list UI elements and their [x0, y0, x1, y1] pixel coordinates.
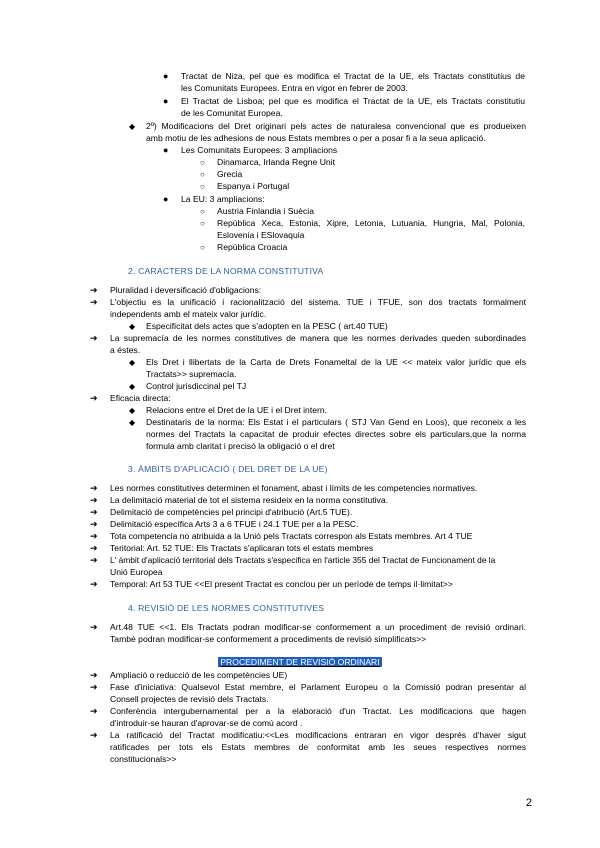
bullet-arrow-icon: ➔: [90, 543, 98, 553]
bullet-circle-icon: ○: [200, 243, 205, 252]
text-line: La ratificació del Tractat modificatiu:<<Les modificacions entraran en vigor després d'haver sigut: [110, 730, 526, 740]
procedure-heading: [0, 657, 600, 668]
text-line: República Croacia: [217, 242, 288, 252]
text-line: Dinamarca, Irlanda Regne Unit: [217, 157, 335, 167]
text-line: Tractats>> supremacía.: [146, 369, 237, 379]
bullet-diamond-icon: ◆: [129, 406, 136, 415]
text-line: Art.48 TUE <<1. Els Tractats podran modificar-se conformement a un procediment de revisió ordinari.: [110, 622, 526, 632]
text-line: Ampliació o reducció de les competències UE): [110, 670, 288, 680]
text-line: Teritorial: Art. 52 TUE: Els Tractats s'aplicaran tots el estats membres: [110, 543, 374, 553]
text-line: independents amb el mateix valor jurídic.: [110, 309, 267, 319]
bullet-arrow-icon: ➔: [90, 495, 98, 505]
text-line: Espanya i Portugal: [217, 181, 290, 191]
text-line: La supremacía de les normes constitutives de manera que les normes derivades queden subordinades: [110, 333, 526, 343]
text-line: Eslovenia i ESlovaquia: [217, 230, 305, 240]
text-line: Pluralidad i deversificació d'obligacions:: [110, 285, 262, 295]
text-line: La delimitació material de tot el sistema resideix en la norma constitutiva.: [110, 495, 388, 505]
text-line: Delimitació de competències pel principi d'atribució (Art.5 TUE).: [110, 507, 353, 517]
bullet-circle-icon: ○: [200, 219, 205, 228]
bullet-arrow-icon: ➔: [90, 682, 98, 692]
text-line: Fase d'iniciativa: Qualsevol Estat membre, el Parlament Europeu o la Comissió podran presentar al: [110, 682, 526, 692]
bullet-arrow-icon: ➔: [90, 333, 98, 343]
bullet-arrow-icon: ➔: [90, 531, 98, 541]
bullet-arrow-icon: ➔: [90, 706, 98, 716]
text-line: Destinataris de la norma: Els Estat i el particulars ( STJ Van Gend en Loos), que reconeix a les: [146, 417, 526, 427]
text-line: També podran modificar-se conformement a procediments de revisió simplificats>>: [110, 634, 427, 644]
text-line: Temporal: Art 53 TUE <<El present Tractat es conclou per un període de temps il·limitat>>: [110, 579, 453, 589]
bullet-arrow-icon: ➔: [90, 483, 98, 493]
text-line: formula amb claritat i precisó la obligació o el dret: [146, 441, 335, 451]
bullet-dot-icon: ●: [163, 96, 169, 106]
text-line: Les normes constitutives determinen el fonament, abast i límits de les competencies normatives.: [110, 483, 478, 493]
text-line: Grecia: [217, 169, 243, 179]
bullet-diamond-icon: ◆: [129, 382, 136, 391]
text-line: Tota competencia no atribuida a la Unió pels Tractats correspon als Estats membres. Art 4 TUE: [110, 531, 473, 541]
text-line: Austria Finlandia i Suècia: [217, 206, 314, 216]
text-line: Les Comunitats Europees: 3 ampliacions: [181, 145, 338, 155]
bullet-circle-icon: ○: [200, 207, 205, 216]
bullet-diamond-icon: ◆: [129, 418, 136, 427]
text-line: L'objectiu es la unificació i racionalització del sistema. TUE i TFUE, son dos tractats formalment: [110, 297, 526, 307]
section-heading-3: 3. ÀMBITS D'APLICACIÓ ( DEL DRET DE LA UE): [128, 464, 328, 474]
text-line: d'introduir-se hauran d'aprovar-se de comú acord .: [110, 718, 303, 728]
section-heading-2: 2. CARACTERS DE LA NORMA CONSTITUTIVA: [128, 266, 324, 276]
bullet-dot-icon: ●: [163, 194, 169, 204]
text-line: Tractat de Niza, pel que es modifica el Tractat de la UE, els Tractats constitutius de: [181, 71, 525, 81]
text-line: les Comunitats Europees. Entra en vigor en febrer de 2003.: [181, 83, 408, 93]
text-line: Especificitat dels actes que s'adopten en la PESC ( art.40 TUE): [146, 321, 388, 331]
bullet-arrow-icon: ➔: [90, 555, 98, 565]
text-line: L' àmbit d'aplicació territorial dels Tractats s'especifica en l'article 355 del Tractat de Funcionament de la: [110, 555, 496, 565]
bullet-arrow-icon: ➔: [90, 285, 98, 295]
bullet-circle-icon: ○: [200, 182, 205, 191]
bullet-circle-icon: ○: [200, 158, 205, 167]
text-line: Control jurisdiccinal pel TJ: [146, 381, 247, 391]
procedure-heading-text: PROCEDIMENT DE REVISIÓ ORDINARI: [220, 657, 380, 667]
text-line: Els Dret i llibertats de la Carta de Drets Fonameltal de la UE << mateix valor jurídic que els: [146, 357, 526, 367]
bullet-dot-icon: ●: [163, 145, 169, 155]
text-line: Conferència intergubernamental per a la elaboració d'un Tractat. Les modificacions que hagen: [110, 706, 526, 716]
section-heading-4: 4. REVISIÓ DE LES NORMES CONSTITUTIVES: [128, 603, 325, 613]
bullet-diamond-icon: ◆: [129, 322, 136, 331]
bullet-arrow-icon: ➔: [90, 622, 98, 632]
bullet-dot-icon: ●: [163, 71, 169, 81]
text-line: 2º) Modificacions del Dret originari pels actes de naturalesa convencional que es produeixen: [146, 121, 526, 131]
text-line: Eficacia directa:: [110, 393, 171, 403]
bullet-circle-icon: ○: [200, 170, 205, 179]
text-line: Consell projectes de revisió dels Tractats.: [110, 694, 269, 704]
page-number: 2: [525, 797, 532, 809]
text-line: amb motiu de les adhesions de nous Estats membres o per a posar fi a la seua aplicació.: [146, 133, 486, 143]
text-line: normes del Tractats la capacitat de produir efectes directes sobre els particulars,que la norma: [146, 429, 526, 439]
text-line: El Tractat de Lisboa; pel que es modifica el Tractat de la UE, els Tractats constitutiu: [181, 96, 525, 106]
text-line: ratificades per tots els Estats membres de conformitat amb les seues respectives normes: [110, 742, 526, 752]
text-line: de les Comunitat Europea.: [181, 108, 283, 118]
bullet-arrow-icon: ➔: [90, 579, 98, 589]
bullet-arrow-icon: ➔: [90, 297, 98, 307]
text-line: Relacions entre el Dret de la UE i el Dret intern.: [146, 405, 328, 415]
bullet-arrow-icon: ➔: [90, 730, 98, 740]
bullet-arrow-icon: ➔: [90, 393, 98, 403]
text-line: a éstes.: [110, 345, 141, 355]
text-line: Unió Europea: [110, 567, 163, 577]
bullet-diamond-icon: ◆: [129, 122, 136, 131]
bullet-arrow-icon: ➔: [90, 507, 98, 517]
text-line: Delimitació específica Arts 3 a 6 TFUE i 24.1 TUE per a la PESC.: [110, 519, 359, 529]
text-line: La EU: 3 ampliacions:: [181, 194, 265, 204]
text-line: República Xeca, Estonia, Xipre, Letonia, Lutuania, Hungria, Mal, Polonia,: [217, 218, 525, 228]
bullet-diamond-icon: ◆: [129, 358, 136, 367]
text-line: constitucionals>>: [110, 754, 177, 764]
bullet-arrow-icon: ➔: [90, 519, 98, 529]
bullet-arrow-icon: ➔: [90, 670, 98, 680]
